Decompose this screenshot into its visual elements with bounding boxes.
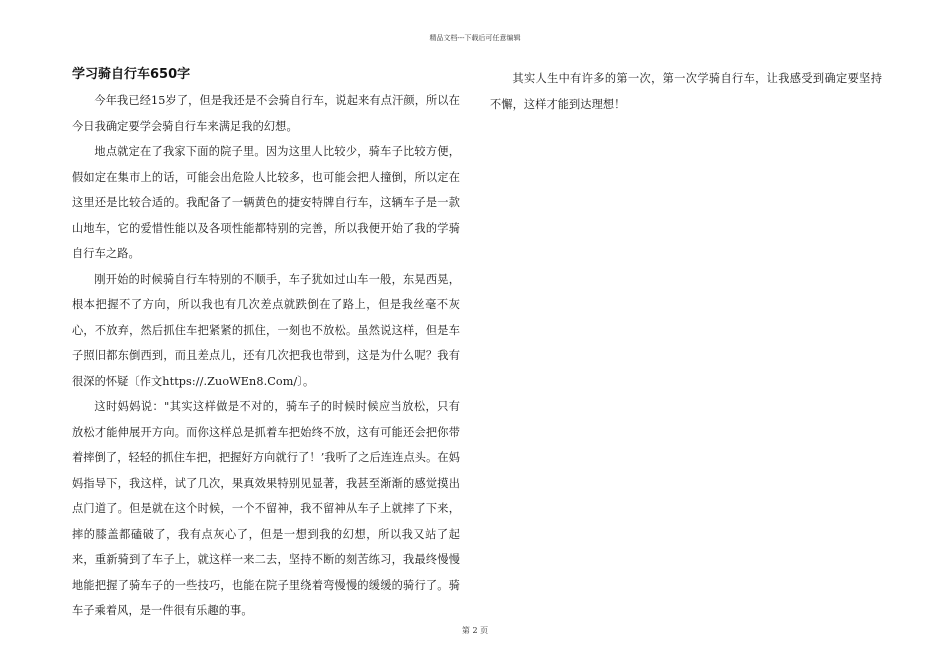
right-column — [490, 66, 882, 118]
paragraph-4: 这时妈妈说："其实这样做是不对的，骑车子的时候时候应当放松，只有放松才能伸展开方向。而你这样总是抓着车把始终不放，这有可能还会把你带着摔倒了，轻轻的抓住车把，把握好方向就行了！’我听了之后连连点头。在妈妈指导下，我这样，试了几次，果真效果特别见显著，我甚至渐渐的感觉摸出点门道了。但是就在这个时候，一个不留神，我不留神从车子上就摔了下来，摔的膝盖都磕破了，我有点灰心了，但是一想到我的幻想，所以我又站了起来，重新骑到了车子上，就这样一来二去，坚持不断的刻苦练习，我最终慢慢地能把握了骑车子的一些技巧，也能在院子里绕着弯慢慢的缓缓的骑行了。骑车子乘着风，是一件很有乐趣的事。 — [72, 400, 460, 617]
paragraph-3: 刚开始的时候骑自行车特别的不顺手，车子犹如过山车一般，东晃西晃，根本把握不了方向，所以我也有几次差点就跌倒在了路上，但是我丝毫不灰心，不放弃，然后抓住车把紧紧的抓住，一刻也不放松。虽然说这样，但是车子照旧都东倒西到，而且差点儿，还有几次把我也带到，这是为什么呢？我有很深的怀疑〔作文https://.ZuoWEn8.Com/〕。 — [72, 272, 460, 388]
paragraph-2: 地点就定在了我家下面的院子里。因为这里人比较少，骑车子比较方便，假如定在集市上的话，可能会出危险人比较多，也可能会把人撞倒，所以定在这里还是比较合适的。我配备了一辆黄色的捷安特牌自行车，这辆车子是一款山地车，它的爱惜性能以及各项性能都特别的完善，所以我便开始了我的学骑自行车之路。 — [72, 145, 460, 260]
article-title: 学习骑自行车650字 — [72, 67, 191, 82]
paragraph-1: 今年我已经15岁了，但是我还是不会骑自行车，说起来有点汗颜，所以在今日我确定要学会骑自行车来满足我的幻想。 — [72, 94, 460, 133]
left-column — [72, 66, 460, 624]
paragraph-5: 其实人生中有许多的第一次，第一次学骑自行车，让我感受到确定要坚持不懈，这样才能到达理想！ — [490, 72, 882, 111]
page-number: 第 2 页 — [461, 626, 489, 635]
page-header: 精品文档---下载后可任意编辑 — [429, 34, 521, 42]
